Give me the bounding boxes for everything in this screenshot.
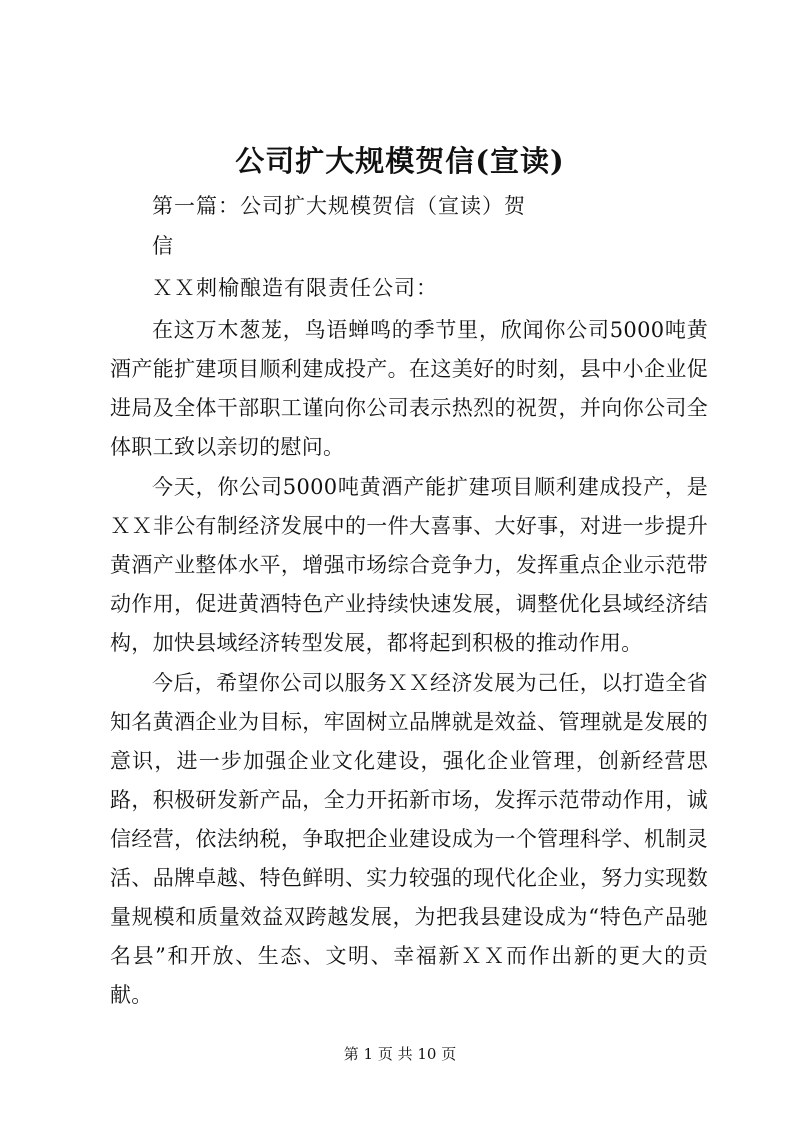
letter-salutation: ＸＸ刺榆酿造有限责任公司： bbox=[152, 276, 438, 300]
document-subtitle-continuation: 信 bbox=[152, 234, 173, 258]
document-title: 公司扩大规模贺信(宣读) bbox=[235, 144, 565, 178]
body-paragraph-3: 今后，希望你公司以服务ＸＸ经济发展为己任，以打造全省知名黄酒企业为目标，牢固树立品牌就是效益、管理就是发展的意识，进一步加强企业文化建设，强化企业管理，创新经营思路，积极研发新产品，全力开拓新市场，发挥示范带动作用，诚信经营，依法纳税，争取把企业建设成为一个管理科学、机制灵活、品牌卓越、特色鲜明、实力较强的现代化企业，努力实现数量规模和质量效益双跨越发展，为把我县建设成为“特色产品驰名县”和开放、生态、文明、幸福新ＸＸ而作出新的更大的贡献。 bbox=[110, 671, 708, 1007]
body-paragraph-2: 今天，你公司5000吨黄酒产能扩建项目顺利建成投产，是ＸＸ非公有制经济发展中的一件大喜事、大好事，对进一步提升黄酒产业整体水平，增强市场综合竞争力，发挥重点企业示范带动作用，促进黄酒特色产业持续快速发展，调整优化县域经济结构，加快县域经济转型发展，都将起到积极的推动作用。 bbox=[110, 475, 708, 655]
document-subtitle: 第一篇：公司扩大规模贺信（宣读）贺 bbox=[152, 194, 526, 218]
page-footer: 第 1 页 共 10 页 bbox=[343, 1045, 457, 1063]
body-paragraph-1: 在这万木葱茏，鸟语蝉鸣的季节里，欣闻你公司5000吨黄酒产能扩建项目顺利建成投产。在这美好的时刻，县中小企业促进局及全体干部职工谨向你公司表示热烈的祝贺，并向你公司全体职工致以亲切的慰问。 bbox=[110, 318, 708, 459]
